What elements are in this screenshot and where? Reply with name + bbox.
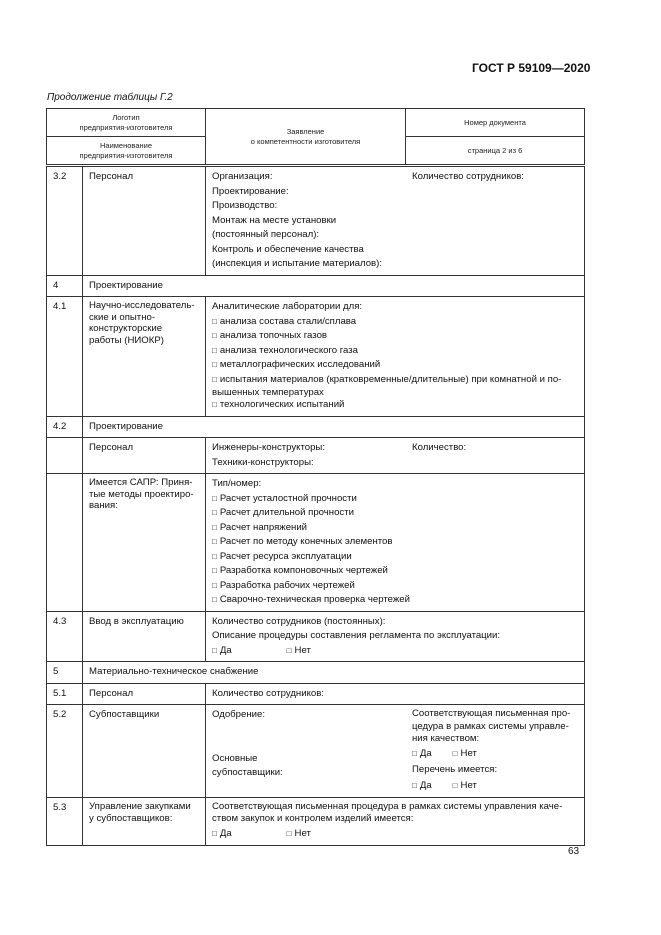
company-name-cell: Наименование предприятия-изготовителя (47, 137, 206, 165)
logo-cell: Логотип предприятия-изготовителя (47, 109, 206, 137)
checkbox-icon[interactable]: □ (212, 316, 217, 326)
checkbox-icon[interactable]: □ (212, 645, 217, 655)
table-row: 5.1 Персонал Количество сотрудников: (47, 683, 585, 705)
checkbox-icon[interactable]: □ (212, 374, 217, 384)
standard-title: ГОСТ Р 59109—2020 (472, 61, 591, 75)
table-row: 4.3 Ввод в эксплуатацию Количество сотрудников (постоянных): Описание процедуры составления регламента по эксплуатации: □ Да □ Нет (47, 611, 585, 662)
checkbox-icon[interactable]: □ (212, 493, 217, 503)
checkbox-icon[interactable]: □ (212, 345, 217, 355)
table-row: 5.3 Управление закупками у субпоставщиков: Соответствующая письменная процедура в рамках системы управления каче- ством закупок и контролем изделий имеется: □ Да □ Нет (47, 797, 585, 845)
checkbox-icon[interactable]: □ (286, 828, 292, 838)
table-row: 4.2 Проектирование (47, 416, 585, 438)
doc-number-cell: Номер документа (406, 109, 585, 137)
checkbox-icon[interactable]: □ (452, 780, 458, 790)
table-continuation-caption: Продолжение таблицы Г.2 (47, 92, 173, 103)
table-row: 5.2 Субпоставщики Одобрение: Основные субпоставщики: Соответствующая письменная про- цедура в рамках системы управле- ния качеством: □ Да □ Нет Перечень имеется: □ Да □ Нет (47, 705, 585, 798)
checkbox-icon[interactable]: □ (212, 331, 217, 340)
page-number: 63 (568, 846, 580, 857)
table-row: Персонал Инженеры-конструкторы: Техники-конструкторы: Количество: (47, 438, 585, 474)
table-row: 3.2 Персонал Организация: Проектирование: Производство: Монтаж на месте установки (постоянный персонал): Контроль и обеспечение качества (инспекция и испытание материалов): Количество сотрудников: (47, 167, 585, 276)
checkbox-icon[interactable]: □ (212, 551, 217, 561)
statement-cell: Заявление о компетентности изготовителя (206, 109, 406, 165)
checkbox-icon[interactable]: □ (412, 780, 417, 790)
checkbox-icon[interactable]: □ (212, 508, 217, 517)
checkbox-icon[interactable]: □ (212, 522, 217, 532)
checkbox-icon[interactable]: □ (212, 566, 217, 575)
competence-table (46, 166, 585, 846)
checkbox-icon[interactable]: □ (452, 748, 458, 758)
page-of-cell: страница 2 из 6 (406, 137, 585, 165)
table-row: 4 Проектирование (47, 275, 585, 297)
table-row: Имеется САПР: Приня- тые методы проектиро- вания: Тип/номер: □ Расчет усталостной прочности □ Расчет длительной прочности □ Расчет напряжений □ Расчет по методу конечных элементов □ Расчет ресурса эксплуатации □ Разработка компоновочных чертежей □ Разработка рабочих чертежей □ Сварочно-техническая проверка чертежей (47, 474, 585, 612)
checkbox-icon[interactable]: □ (212, 828, 217, 838)
table-row: 5 Материально-техническое снабжение (47, 662, 585, 684)
checkbox-icon[interactable]: □ (212, 360, 217, 369)
checkbox-icon[interactable]: □ (212, 595, 217, 604)
checkbox-icon[interactable]: □ (212, 400, 217, 409)
checkbox-icon[interactable]: □ (412, 748, 417, 758)
document-header-table (46, 108, 585, 165)
checkbox-icon[interactable]: □ (212, 537, 217, 546)
checkbox-icon[interactable]: □ (212, 580, 217, 590)
table-row: 4.1 Научно-исследователь- ские и опытно- конструкторские работы (НИОКР) Аналитические лаборатории для: □ анализа состава стали/сплава □ анализа топочных газов □ анализа технологического газа □ металлографических исследований □ испытания материалов (кратковременные/длительные) при комнатной и по- вышенных температурах □ технологических испытаний (47, 297, 585, 417)
checkbox-icon[interactable]: □ (286, 645, 292, 655)
